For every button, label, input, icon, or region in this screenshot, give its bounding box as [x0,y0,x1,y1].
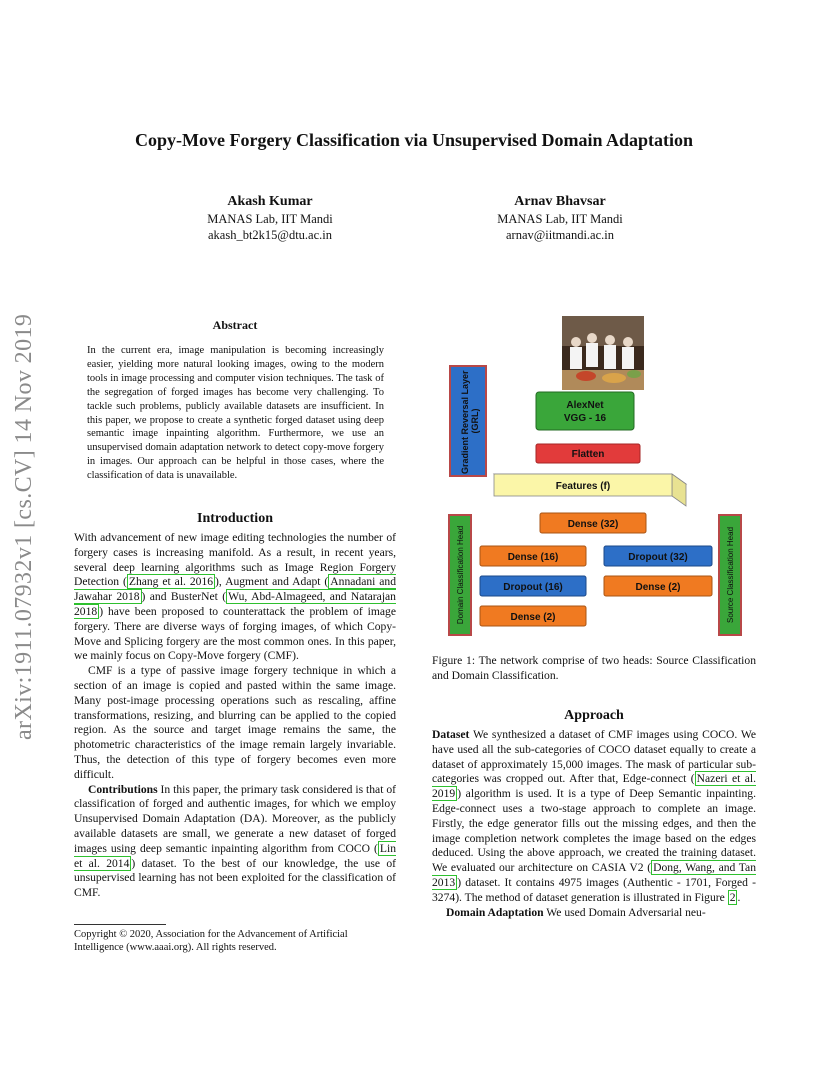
dropout32-label: Dropout (32) [628,552,688,563]
approach-heading: Approach [564,708,624,723]
abstract-text: In the current era, image manipulation is becoming increasingly easier, yielding more natural looking images, owing to the modern tools in image processing and computer vision techniques. The task of the segregation of forged images has become very challenging. To tackle such problems, publicly available datasets are insufficient. In this paper, we propose to create a synthetic forged dataset using deep semantic image inpainting algorithm. Furthermore, we use an unsupervised domain adaptation network to detect copy-move forgery in images. Our approach can be helpful in those cases, where the classification of data is unavailable. [87,345,384,482]
intro-paragraph-3: Contributions In this paper, the primary task considered is that of classification of forged and authentic images, for which we employ Unsupervised Domain Adaptation (DA). Moreover, as the publicly available datasets are small, we generate a new dataset of forged images using deep semantic inpainting algorithm from COCO ( Lin et al. 2014 ) dataset. To the best of our knowledge, the use of unsupervised learning has not been exploited for the classification of CMF. [74,782,396,900]
features-label: Features (f) [555,481,611,492]
citation-link[interactable]: Annadani and Jawahar 2018 [74,575,397,604]
grl-label: Gradient Reversal Layer (GRL) [460,370,480,475]
citation-link[interactable]: Lin et al. 2014 [74,841,396,870]
run-in-heading: Contributions [88,782,158,796]
approach-paragraph-1: Dataset We synthesized a dataset of CMF images using COCO. We have used all the sub-categories of COCO dataset equally to create a dataset of approximately 15,000 images. The mask of particular sub-categories was cropped out. After that, Edge-connect ( Nazeri et al. 2019 ) algorithm is used. It is a type of Deep Semantic inpainting. Edge-connect uses a two-stage approach to complete an image. Firstly, the edge generator fills out the missing edges, and then the image completion network completes the image based on the edges deduced. Using the above approach, we created the training dataset. We evaluated our architecture on CASIA V2 ( Dong, Wang, and Tan 2013 ) dataset. It contains 4975 images (Authentic - 1701, Forged - 3274). The method of dataset generation is illustrated in Figure 2 . [432,728,757,904]
footnote-rule [74,924,166,925]
intro-paragraph-2: CMF is a type of passive image forgery technique in which a section of an image is copied and pasted within the same image. Many post-image processing operations such as rescaling, affine transformations, resizing, and blurring can be applied to the copied region. As the source and target image remains the same, the photometric characteristics of the image remain largely invariable. Thus, the detection of this type of forgery becomes even more difficult. [74,664,396,781]
domain-head-label: Domain Classification Head [456,525,465,625]
alexnet-label: AlexNet [566,400,604,411]
author-block-2 [440,193,680,243]
flatten-label: Flatten [571,449,605,460]
sample-photo [562,316,644,390]
run-in-heading: Domain Adaptation [446,905,544,919]
vgg-label: VGG - 16 [563,413,607,424]
dense2-right-label: Dense (2) [635,582,681,593]
author-email: arnav@iitmandi.ac.in [505,228,614,242]
paper-title: Copy-Move Forgery Classification via Unsupervised Domain Adaptation [135,130,693,150]
dense32-label: Dense (32) [567,519,619,530]
dropout16-label: Dropout (16) [503,582,563,593]
author-email: akash_bt2k15@dtu.ac.in [208,228,332,242]
citation-link[interactable]: Wu, Abd-Almageed, and Natarajan 2018 [74,590,396,618]
author-block-1 [150,193,390,243]
features-block-side [672,474,686,506]
approach-body [432,728,756,920]
author-affiliation: MANAS Lab, IIT Mandi [207,212,333,226]
alexnet-block [536,392,634,430]
citation-link[interactable]: Dong, Wang, and Tan 2013 [432,861,756,889]
abstract-heading: Abstract [212,318,258,332]
intro-paragraph-1: With advancement of new image editing technologies the number of forgery cases is increasing manifold. As a result, in recent years, several deep learning algorithms such as Image Region Forgery Detection ( Zhang et al. 2016 ), Augment and Adapt ( Annadani and Jawahar 2018 ) and BusterNet ( Wu, Abd-Almageed, and Natarajan 2018 ) have been proposed to counterattack the problem of image forgery. There are diverse ways of forging images, of which Copy-Move and Splicing forgery are the most common ones. In this paper, we mainly focus on Copy-Move forgery (CMF). [74,531,397,663]
author-affiliation: MANAS Lab, IIT Mandi [497,212,623,226]
dense2-left-label: Dense (2) [510,612,556,623]
introduction-body [74,531,396,901]
source-head-label: Source Classification Head [726,526,735,624]
run-in-heading: Dataset [432,728,470,741]
dense16-label: Dense (16) [507,552,559,563]
figure-reference-link[interactable]: 2 [729,890,736,904]
figure-caption: Figure 1: The network comprise of two heads: Source Classification and Domain Classification. [432,654,756,682]
citation-link[interactable]: Nazeri et al. 2019 [432,772,757,801]
introduction-heading: Introduction [197,511,273,526]
citation-link[interactable]: Zhang et al. 2016 [128,575,214,589]
network-figure [436,314,756,644]
arxiv-stamp: arXiv:1911.07932v1 [cs.CV] 14 Nov 2019 [11,313,37,740]
author-name: Akash Kumar [227,194,313,209]
approach-paragraph-2: Domain Adaptation We used Domain Adversarial neu- [446,905,706,919]
copyright-footnote: Copyright © 2020, Association for the Advancement of Artificial Intelligence (www.aaai.org). All rights reserved. [74,929,348,953]
author-name: Arnav Bhavsar [514,194,606,209]
